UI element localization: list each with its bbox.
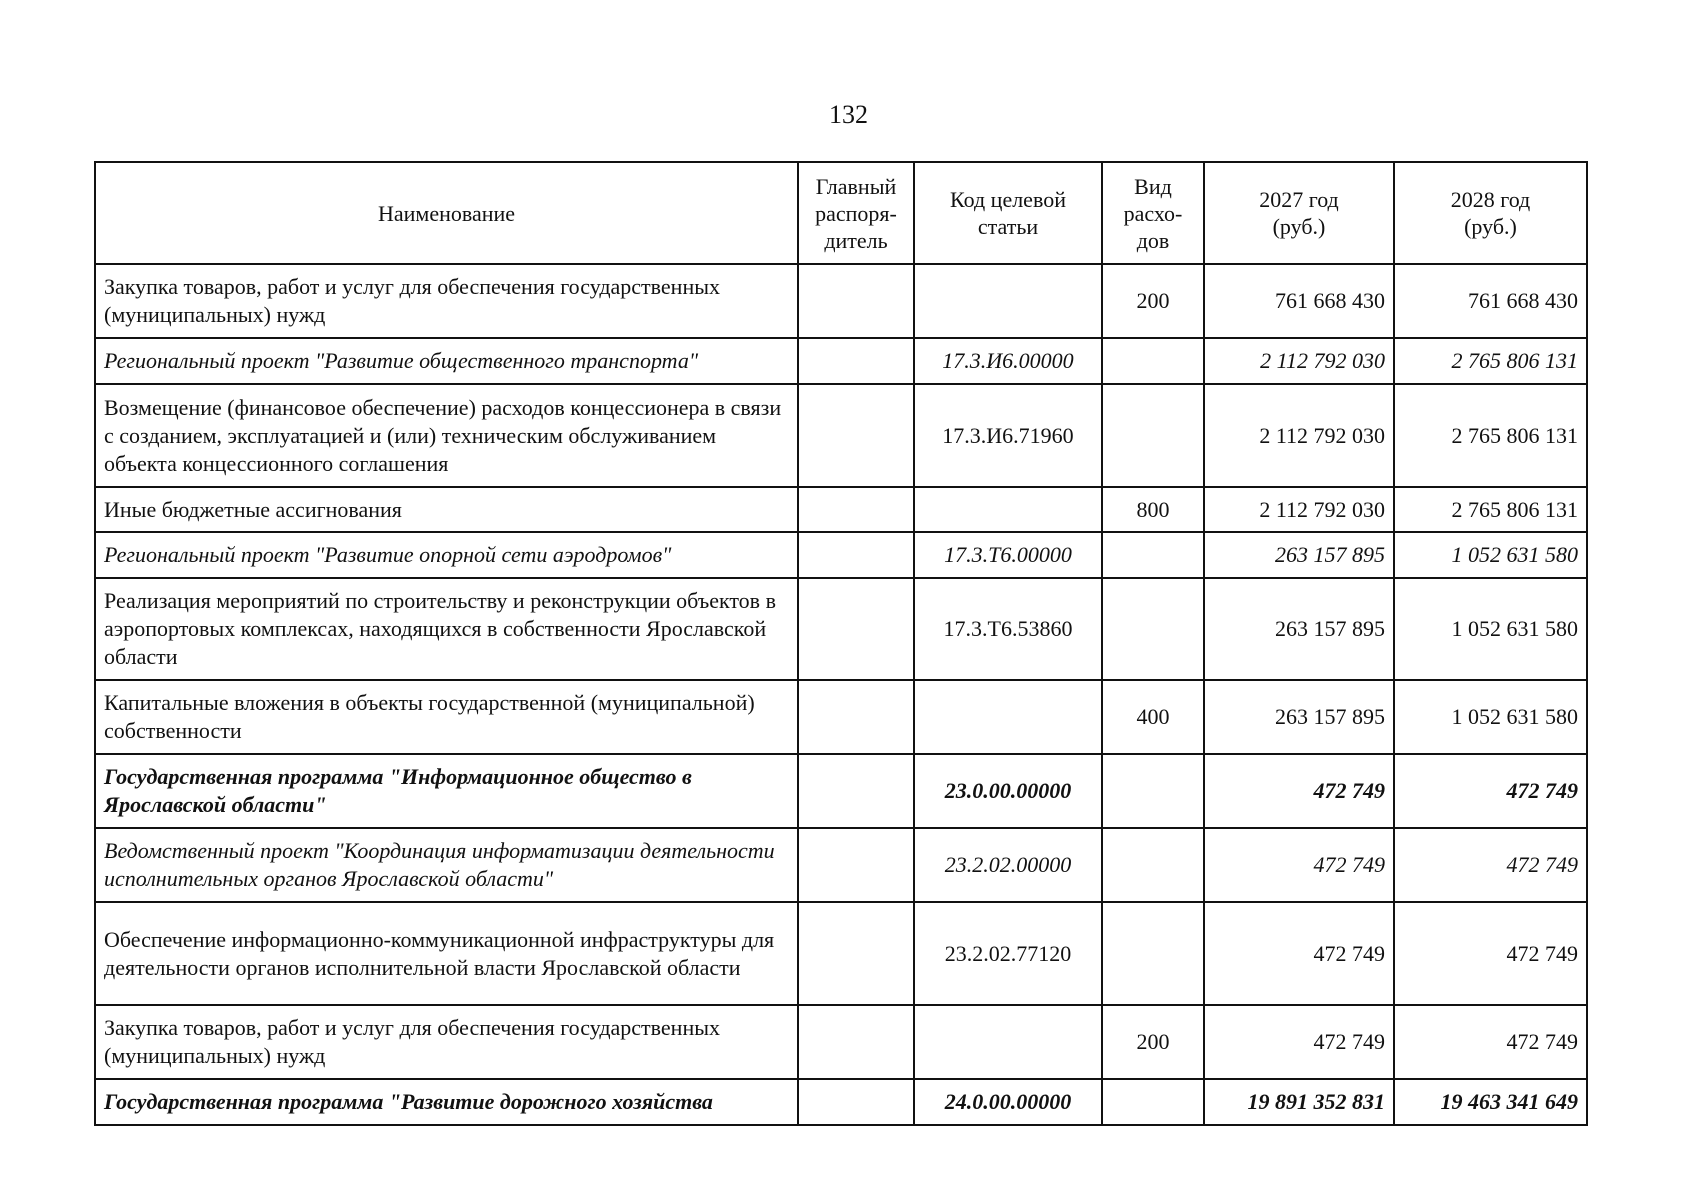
cell-2027: 761 668 430 <box>1204 264 1394 338</box>
cell-code: 23.0.00.00000 <box>914 754 1102 828</box>
cell-2027: 472 749 <box>1204 902 1394 1005</box>
cell-type <box>1102 902 1204 1005</box>
table-row <box>95 754 1587 828</box>
cell-code: 23.2.02.00000 <box>914 828 1102 902</box>
cell-2027: 472 749 <box>1204 828 1394 902</box>
cell-type <box>1102 578 1204 680</box>
cell-type: 800 <box>1102 487 1204 532</box>
page-number: 132 <box>829 100 868 129</box>
cell-2027: 472 749 <box>1204 1005 1394 1079</box>
cell-2028: 761 668 430 <box>1394 264 1587 338</box>
cell-type: 200 <box>1102 264 1204 338</box>
header-2028: 2028 год (руб.) <box>1394 162 1587 264</box>
cell-type <box>1102 828 1204 902</box>
cell-manager <box>798 384 914 487</box>
cell-code <box>914 264 1102 338</box>
cell-2027: 19 891 352 831 <box>1204 1079 1394 1125</box>
cell-name: Региональный проект "Развитие опорной сети аэродромов" <box>95 532 798 578</box>
cell-2028: 472 749 <box>1394 754 1587 828</box>
cell-2028: 19 463 341 649 <box>1394 1079 1587 1125</box>
cell-2027: 2 112 792 030 <box>1204 338 1394 384</box>
cell-2027: 263 157 895 <box>1204 680 1394 754</box>
cell-code: 23.2.02.77120 <box>914 902 1102 1005</box>
cell-2027: 263 157 895 <box>1204 578 1394 680</box>
cell-code <box>914 680 1102 754</box>
table-row <box>95 578 1587 680</box>
table-row <box>95 902 1587 1005</box>
cell-code: 17.3.Т6.00000 <box>914 532 1102 578</box>
cell-type <box>1102 532 1204 578</box>
table-row <box>95 1079 1587 1125</box>
cell-manager <box>798 902 914 1005</box>
cell-name: Региональный проект "Развитие общественного транспорта" <box>95 338 798 384</box>
cell-2027: 472 749 <box>1204 754 1394 828</box>
cell-code: 17.3.Т6.53860 <box>914 578 1102 680</box>
cell-manager <box>798 338 914 384</box>
cell-manager <box>798 264 914 338</box>
header-name: Наименование <box>95 162 798 264</box>
cell-manager <box>798 680 914 754</box>
cell-manager <box>798 532 914 578</box>
cell-name: Капитальные вложения в объекты государственной (муниципальной) собственности <box>95 680 798 754</box>
cell-2028: 2 765 806 131 <box>1394 384 1587 487</box>
cell-2028: 1 052 631 580 <box>1394 578 1587 680</box>
cell-2027: 263 157 895 <box>1204 532 1394 578</box>
cell-type: 200 <box>1102 1005 1204 1079</box>
cell-name: Государственная программа "Информационное общество в Ярославской области" <box>95 754 798 828</box>
cell-manager <box>798 578 914 680</box>
header-code: Код целевой статьи <box>914 162 1102 264</box>
table-row <box>95 680 1587 754</box>
cell-2028: 1 052 631 580 <box>1394 532 1587 578</box>
cell-2027: 2 112 792 030 <box>1204 487 1394 532</box>
cell-code: 17.3.И6.71960 <box>914 384 1102 487</box>
cell-manager <box>798 1079 914 1125</box>
cell-name: Ведомственный проект "Координация информатизации деятельности исполнительных органов Ярославской области" <box>95 828 798 902</box>
cell-2028: 472 749 <box>1394 1005 1587 1079</box>
header-manager: Главный распоря- дитель <box>798 162 914 264</box>
cell-name: Закупка товаров, работ и услуг для обеспечения государственных (муниципальных) нужд <box>95 264 798 338</box>
cell-name: Закупка товаров, работ и услуг для обеспечения государственных (муниципальных) нужд <box>95 1005 798 1079</box>
table-row <box>95 384 1587 487</box>
cell-2028: 2 765 806 131 <box>1394 338 1587 384</box>
budget-table <box>94 161 1588 1126</box>
table-row <box>95 1005 1587 1079</box>
cell-type <box>1102 338 1204 384</box>
cell-type: 400 <box>1102 680 1204 754</box>
table-row <box>95 532 1587 578</box>
cell-2028: 472 749 <box>1394 828 1587 902</box>
cell-type <box>1102 384 1204 487</box>
cell-name: Государственная программа "Развитие дорожного хозяйства <box>95 1079 798 1125</box>
cell-manager <box>798 1005 914 1079</box>
cell-name: Возмещение (финансовое обеспечение) расходов концессионера в связи с созданием, эксплуатацией и (или) техническим обслуживанием объекта концессионного соглашения <box>95 384 798 487</box>
table-header-row <box>95 162 1587 264</box>
cell-type <box>1102 1079 1204 1125</box>
cell-type <box>1102 754 1204 828</box>
table-row <box>95 338 1587 384</box>
cell-2028: 1 052 631 580 <box>1394 680 1587 754</box>
cell-2028: 472 749 <box>1394 902 1587 1005</box>
cell-manager <box>798 828 914 902</box>
cell-code <box>914 1005 1102 1079</box>
table-row <box>95 264 1587 338</box>
cell-2028: 2 765 806 131 <box>1394 487 1587 532</box>
cell-name: Иные бюджетные ассигнования <box>95 487 798 532</box>
cell-name: Реализация мероприятий по строительству и реконструкции объектов в аэропортовых комплексах, находящихся в собственности Ярославской области <box>95 578 798 680</box>
cell-name: Обеспечение информационно-коммуникационной инфраструктуры для деятельности органов исполнительной власти Ярославской области <box>95 902 798 1005</box>
cell-code: 24.0.00.00000 <box>914 1079 1102 1125</box>
header-type: Вид расхо- дов <box>1102 162 1204 264</box>
table-row <box>95 828 1587 902</box>
cell-2027: 2 112 792 030 <box>1204 384 1394 487</box>
cell-code: 17.3.И6.00000 <box>914 338 1102 384</box>
cell-manager <box>798 487 914 532</box>
table-row <box>95 487 1587 532</box>
cell-manager <box>798 754 914 828</box>
cell-code <box>914 487 1102 532</box>
header-2027: 2027 год (руб.) <box>1204 162 1394 264</box>
